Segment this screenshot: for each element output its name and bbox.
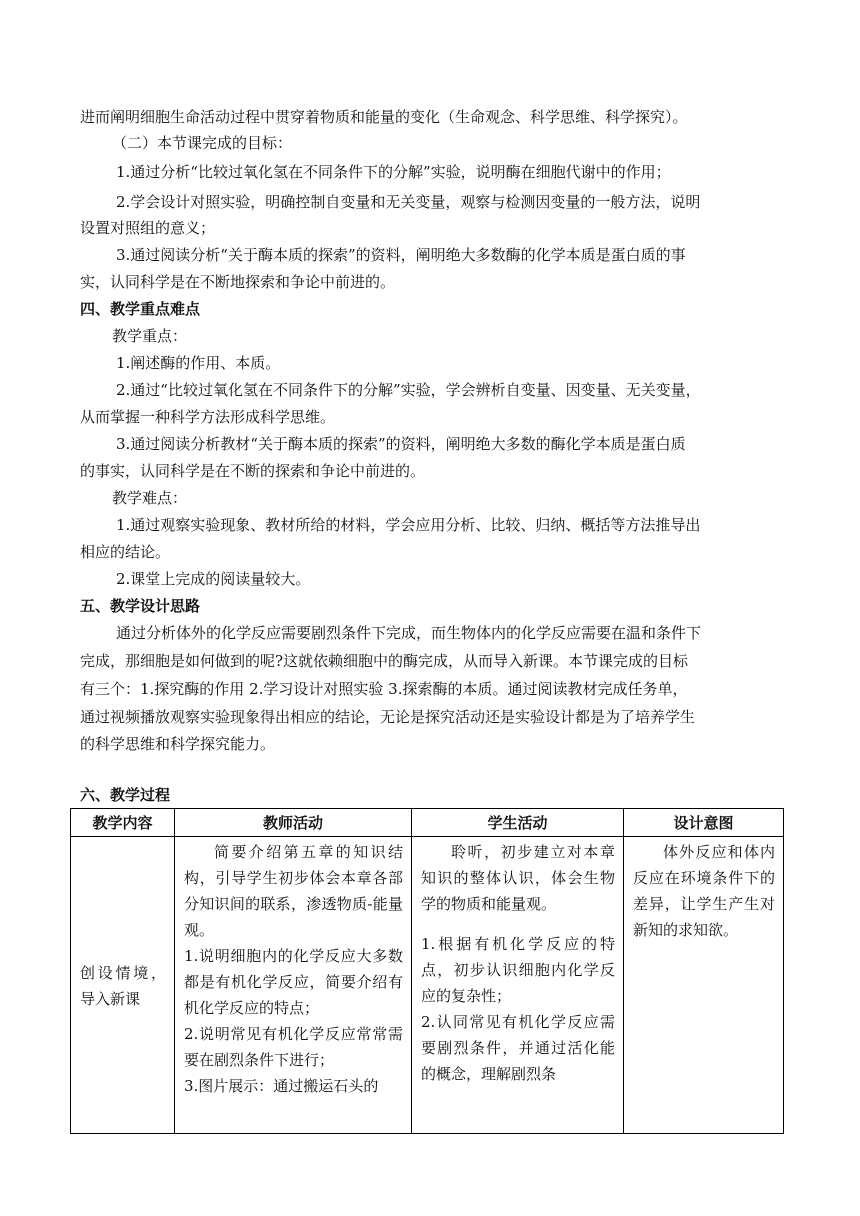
key-point-2-cont: 从而掌握一种科学方法形成科学思维。 xyxy=(80,408,336,426)
teaching-process-table xyxy=(70,808,784,1134)
key-points-label: 教学重点： xyxy=(112,327,188,345)
key-point-3: 3.通过阅读分析教材“关于酶本质的探索”的资料，阐明绝大多数的酶化学本质是蛋白质 xyxy=(116,435,686,453)
section-heading-6: 六、教学过程 xyxy=(80,786,171,804)
table-row xyxy=(71,837,784,1134)
table-header-cell: 教学内容 xyxy=(71,809,175,837)
goal-item-2-cont: 设置对照组的意义； xyxy=(80,219,216,237)
teacher-text: 1.说明细胞内的化学反应大多数都是有机化学反应，简要介绍有机化学反应的特点； xyxy=(184,947,403,1017)
paragraph-line: 进而阐明细胞生命活动过程中贯穿着物质和能量的变化（生命观念、科学思维、科学探究）。 xyxy=(80,108,688,126)
key-point-1: 1.阐述酶的作用、本质。 xyxy=(116,354,281,372)
teacher-text: 2.说明常见有机化学反应常常需要在剧烈条件下进行； xyxy=(184,1025,403,1069)
difficulty-1-cont: 相应的结论。 xyxy=(80,543,171,561)
key-point-3-cont: 的事实，认同科学是在不断的探索和争论中前进的。 xyxy=(80,462,426,480)
key-point-2: 2.通过“比较过氧化氢在不同条件下的分解”实验，学会辨析自变量、因变量、无关变量， xyxy=(116,381,701,399)
design-paragraph-line: 的科学思维和科学探究能力。 xyxy=(80,735,276,753)
difficulty-2: 2.课堂上完成的阅读量较大。 xyxy=(116,570,311,588)
student-text: 1.根据有机化学反应的特点，初步认识细胞内化学反应的复杂性； xyxy=(421,935,615,1005)
goal-item-2: 2.学会设计对照实验，明确控制自变量和无关变量，观察与检测因变量的一般方法，说明 xyxy=(116,193,701,211)
goal-item-3-cont: 实，认同科学是在不断地探索和争论中前进的。 xyxy=(80,273,396,291)
difficulty-1: 1.通过观察实验现象、教材所给的材料，学会应用分析、比较、归纳、概括等方法推导出 xyxy=(116,516,701,534)
section-heading-4: 四、教学重点难点 xyxy=(80,300,201,318)
student-text: 聆听，初步建立对本章知识的整体认识，体会生物学的物质和能量观。 xyxy=(421,843,615,913)
section-heading-5: 五、教学设计思路 xyxy=(80,597,201,615)
design-intent-cell xyxy=(624,837,784,1134)
teacher-text: 简要介绍第五章的知识结构，引导学生初步体会本章各部分知识间的联系，渗透物质-能量观。 xyxy=(184,843,403,939)
difficulties-label: 教学难点： xyxy=(112,489,188,507)
design-paragraph-line: 完成，那细胞是如何做到的呢?这就依赖细胞中的酶完成，从而导入新课。本节课完成的目标 xyxy=(80,652,689,670)
table-header-row xyxy=(71,809,784,837)
teacher-activity-cell xyxy=(175,837,412,1134)
table-header-cell: 学生活动 xyxy=(412,809,624,837)
intent-text: 体外反应和体内反应在环境条件下的差异，让学生产生对新知的求知欲。 xyxy=(633,843,775,939)
table-header-cell: 教师活动 xyxy=(175,809,412,837)
design-paragraph-line: 通过视频播放观察实验现象得出相应的结论，无论是探究活动还是实验设计都是为了培养学生 xyxy=(80,708,696,726)
student-text: 2.认同常见有机化学反应需要剧烈条件，并通过活化能的概念，理解剧烈条 xyxy=(421,1013,615,1083)
content-text: 创设情境，导入新课 xyxy=(80,964,166,1008)
teacher-text: 3.图片展示：通过搬运石头的 xyxy=(184,1077,379,1095)
table-header-cell: 设计意图 xyxy=(624,809,784,837)
design-paragraph-line: 有三个：1.探究酶的作用 2.学习设计对照实验 3.探索酶的本质。通过阅读教材完成任务单， xyxy=(80,680,688,698)
design-paragraph-line: 通过分析体外的化学反应需要剧烈条件下完成，而生物体内的化学反应需要在温和条件下 xyxy=(116,624,702,642)
content-cell xyxy=(71,837,175,1134)
goal-item-3: 3.通过阅读分析“关于酶本质的探索”的资料，阐明绝大多数酶的化学本质是蛋白质的事 xyxy=(116,246,686,264)
student-activity-cell xyxy=(412,837,624,1134)
goal-item-1: 1.通过分析“比较过氧化氢在不同条件下的分解”实验，说明酶在细胞代谢中的作用； xyxy=(116,163,671,181)
subheading-goals: （二）本节课完成的目标： xyxy=(112,134,293,152)
